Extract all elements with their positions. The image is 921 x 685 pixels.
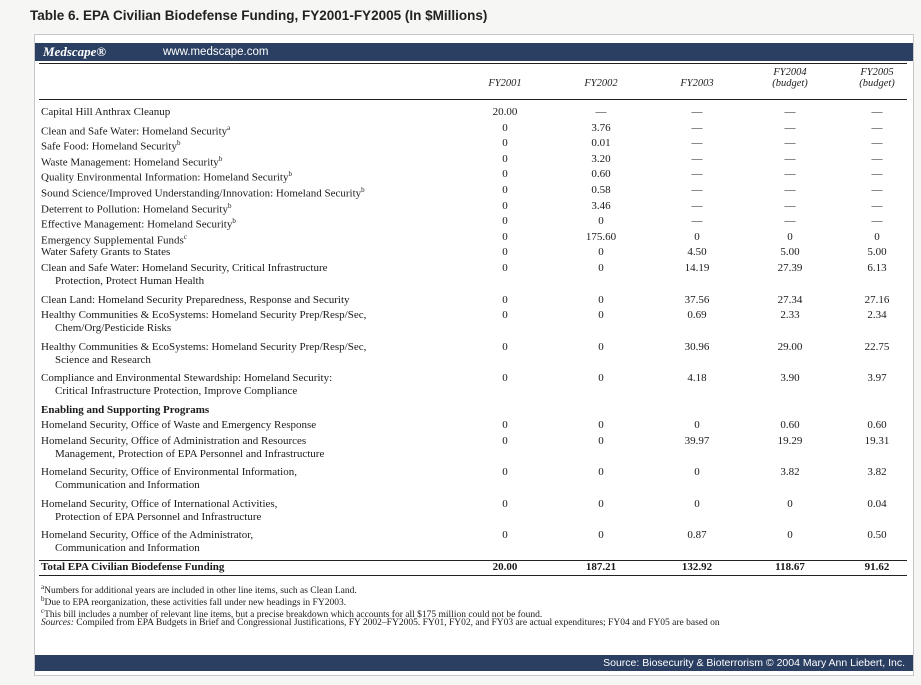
row-label-continuation: Protection, Protect Human Health	[55, 275, 205, 287]
table-cell: 0	[502, 215, 508, 228]
table-figure	[34, 34, 914, 676]
row-label-text: Compliance and Environmental Stewardship: Homeland Security:	[41, 372, 333, 385]
column-header-2	[567, 67, 635, 89]
row-label-text: Clean and Safe Water: Homeland Security, Critical Infrastructure	[41, 262, 328, 274]
table-cell: 0	[502, 372, 508, 385]
table-cell: —	[691, 184, 703, 196]
table-cell: 0	[502, 121, 508, 134]
row-label	[41, 372, 332, 398]
table-cell: —	[784, 152, 796, 165]
table-cell: —	[871, 137, 883, 150]
footnote-marker: b	[232, 217, 236, 226]
row-label	[41, 184, 365, 201]
table-cell: —	[871, 215, 883, 228]
row-label-text: Healthy Communities & EcoSystems: Homeland Security Prep/Resp/Sec,	[41, 340, 367, 353]
footnote-marker: c	[41, 607, 45, 616]
table-cell: 0.60	[867, 419, 887, 432]
row-label	[41, 168, 292, 185]
table-cell: —	[871, 199, 883, 212]
table-cell: 4.18	[687, 372, 707, 385]
table-cell: 0	[874, 230, 880, 243]
table-cell: 2.34	[867, 309, 887, 322]
row-label-text: Homeland Security, Office of Environmental Information,	[41, 466, 297, 479]
footnote-marker: a	[41, 583, 45, 592]
table-cell: 0	[502, 262, 508, 274]
table-cell: —	[784, 121, 796, 134]
row-label	[41, 466, 297, 492]
table-cell: 4.50	[687, 246, 707, 259]
table-cell: 14.19	[684, 262, 710, 274]
table-cell: 132.92	[681, 560, 713, 573]
row-label	[41, 498, 277, 524]
row-label-text: Healthy Communities & EcoSystems: Homeland Security Prep/Resp/Sec,	[41, 309, 367, 322]
table-cell: —	[871, 121, 883, 134]
table-cell: —	[784, 184, 796, 196]
table-cell: —	[784, 168, 796, 181]
table-cell: —	[784, 199, 796, 212]
table-cell: 0	[598, 293, 604, 306]
row-label-continuation: Chem/Org/Pesticide Risks	[55, 322, 172, 335]
table-cell: 20.00	[492, 106, 518, 118]
row-label-continuation: Critical Infrastructure Protection, Improve Compliance	[55, 385, 298, 398]
row-label-text: Quality Environmental Information: Homeland Security	[41, 172, 289, 185]
table-cell: 5.00	[780, 246, 800, 259]
table-cell: 0	[694, 419, 700, 432]
table-cell: —	[871, 168, 883, 181]
table-cell: 27.34	[777, 293, 803, 306]
table-cell: 29.00	[777, 340, 803, 353]
medscape-url[interactable]: www.medscape.com	[163, 46, 269, 58]
table-cell: 0.50	[867, 529, 887, 542]
row-label	[41, 200, 231, 217]
table-cell: 0	[502, 309, 508, 322]
table-cell: 0	[502, 199, 508, 212]
column-header-5	[843, 67, 911, 89]
table-cell: —	[691, 215, 703, 228]
table-cell: 19.29	[777, 434, 803, 447]
row-label-continuation: Communication and Information	[55, 479, 200, 492]
row-label-text: Water Safety Grants to States	[41, 246, 171, 259]
table-cell: 0	[502, 497, 508, 510]
footnote-marker: c	[183, 232, 187, 241]
table-cell: 0	[598, 215, 604, 228]
row-label	[41, 309, 366, 335]
row-label-text: Homeland Security, Office of the Administrator,	[41, 529, 254, 542]
medscape-logo: Medscape®	[43, 44, 107, 59]
table-cell: 0.04	[867, 497, 887, 510]
table-cell: —	[691, 168, 703, 181]
row-label-text: Sound Science/Improved Understanding/Innovation: Homeland Security	[41, 187, 362, 200]
footnote-marker: b	[288, 170, 292, 179]
table-cell: 3.76	[591, 121, 611, 134]
row-label	[41, 435, 324, 461]
table-cell: 187.21	[585, 560, 617, 573]
table-cell: 91.62	[864, 560, 890, 573]
row-label-text: Homeland Security, Office of International Activities,	[41, 497, 278, 510]
table-cell: 0.60	[780, 419, 800, 432]
table-cell: 0	[598, 434, 604, 447]
table-cell: —	[871, 184, 883, 196]
column-header-line2: FY2001	[488, 78, 522, 89]
header-rule-bottom	[39, 99, 907, 100]
footnote-text: This bill includes a number of relevant line items, but a precise breakdown which accounts for all $175 million could not be found.	[44, 610, 543, 621]
table-cell: 0.87	[687, 529, 707, 542]
column-header-line1	[663, 67, 731, 78]
table-cell: —	[691, 121, 703, 134]
footnote-text: Due to EPA reorganization, these activities fall under new headings in FY2003.	[44, 598, 347, 609]
table-cell: —	[871, 152, 883, 165]
column-header-1	[471, 67, 539, 89]
table-cell: 30.96	[684, 340, 710, 353]
row-label-continuation: Management, Protection of EPA Personnel and Infrastructure	[55, 447, 325, 460]
row-label-text: Enabling and Supporting Programs	[41, 403, 210, 416]
table-cell: —	[691, 199, 703, 212]
row-label	[41, 419, 316, 432]
table-cell: 0	[598, 340, 604, 353]
table-cell: 0.01	[591, 137, 611, 150]
table-cell: 0.69	[687, 309, 707, 322]
table-cell: 118.67	[775, 560, 805, 573]
row-label	[41, 215, 236, 232]
column-header-line2: (budget)	[859, 78, 895, 89]
table-cell: 0	[502, 434, 508, 447]
column-header-4	[756, 67, 824, 89]
source-credit-bar: Source: Biosecurity & Bioterrorism © 2004 Mary Ann Liebert, Inc.	[35, 655, 913, 671]
table-cell: 0.58	[591, 184, 611, 196]
table-cell: 0	[502, 168, 508, 181]
footnote-marker: b	[176, 139, 181, 148]
table-cell: 3.20	[591, 152, 611, 165]
table-cell: 0	[502, 137, 508, 150]
table-cell: 0	[787, 230, 793, 243]
row-label	[41, 262, 328, 288]
column-header-line1	[567, 67, 635, 78]
table-cell: 5.00	[867, 246, 887, 259]
column-header-line1	[471, 67, 539, 78]
table-cell: —	[595, 106, 607, 118]
table-cell: 0.60	[591, 168, 611, 181]
table-cell: 0	[502, 152, 508, 165]
table-cell: 0	[502, 184, 508, 196]
row-label-continuation: Protection of EPA Personnel and Infrastructure	[55, 510, 262, 523]
table-cell: —	[784, 137, 796, 150]
row-label	[41, 231, 187, 248]
table-cell: —	[691, 137, 703, 150]
table-cell: 0	[787, 529, 793, 542]
table-cell: 39.97	[684, 434, 710, 447]
table-cell: —	[691, 152, 703, 165]
table-cell: 3.46	[591, 199, 611, 212]
table-cell: 0	[787, 497, 793, 510]
table-cell: —	[871, 106, 883, 118]
column-header-line1: FY2005	[860, 67, 894, 78]
footnote-marker: b	[218, 154, 223, 163]
table-cell: 3.97	[867, 372, 887, 385]
table-cell: 0	[598, 372, 604, 385]
column-header-line2: FY2003	[680, 78, 714, 89]
table-cell: 0	[502, 529, 508, 542]
footnote-text: Numbers for additional years are included in other line items, such as Clean Land.	[44, 586, 357, 597]
table-cell: —	[691, 106, 703, 118]
row-label-text: Clean Land: Homeland Security Preparedness, Response and Security	[41, 293, 350, 306]
row-label-text: Emergency Supplemental Funds	[41, 234, 184, 247]
row-label-text: Clean and Safe Water: Homeland Security	[41, 125, 228, 138]
table-cell: 0	[502, 293, 508, 306]
table-cell: 20.00	[492, 560, 518, 573]
footnote-marker: b	[361, 186, 365, 194]
row-label	[41, 153, 222, 170]
table-cell: 6.13	[867, 262, 887, 274]
row-label-text: Capital Hill Anthrax Cleanup	[41, 106, 171, 118]
table-cell: 0	[598, 246, 604, 259]
table-cell: 37.56	[684, 293, 710, 306]
table-cell: 0	[598, 466, 604, 479]
table-cell: 0	[598, 262, 604, 274]
column-header-3	[663, 67, 731, 89]
table-cell: 3.90	[780, 372, 800, 385]
table-cell: 0	[694, 466, 700, 479]
table-cell: —	[784, 215, 796, 228]
table-title: Table 6. EPA Civilian Biodefense Funding, FY2001-FY2005 (In $Millions)	[30, 8, 488, 23]
table-cell: 3.82	[867, 466, 887, 479]
footnote-text: Compiled from EPA Budgets in Brief and Congressional Justifications, FY 2002–FY2005. FY01, FY02, and FY03 are actual expenditures; FY04 and FY05 are based on	[73, 618, 720, 629]
table-cell: 0	[502, 419, 508, 432]
row-label	[41, 246, 170, 259]
table-cell: 0	[598, 419, 604, 432]
table-bottom-rule	[39, 575, 907, 576]
row-label-text: Effective Management: Homeland Security	[41, 218, 233, 231]
table-cell: 0	[502, 340, 508, 353]
footnote-lead: Sources:	[41, 618, 74, 629]
row-label	[41, 561, 224, 574]
row-label-text: Homeland Security, Office of Waste and Emergency Response	[41, 419, 317, 432]
table-cell: 22.75	[864, 340, 890, 353]
table-cell: 2.33	[780, 309, 800, 322]
row-label-continuation: Communication and Information	[55, 542, 200, 555]
table-cell: 0	[502, 466, 508, 479]
table-cell: 0	[694, 497, 700, 510]
footnote-marker: b	[227, 201, 232, 210]
table-cell: 0	[502, 230, 508, 243]
table-cell: 27.16	[864, 293, 890, 306]
row-label	[41, 341, 366, 367]
row-label-text: Deterrent to Pollution: Homeland Security	[41, 203, 228, 216]
row-label	[41, 294, 350, 307]
column-header-line2: (budget)	[772, 78, 808, 89]
row-label	[41, 137, 180, 154]
row-label-text: Safe Food: Homeland Security	[41, 140, 177, 153]
table-cell: 3.82	[780, 466, 800, 479]
header-rule-top	[39, 63, 907, 64]
table-cell: 0	[598, 497, 604, 510]
table-cell: 175.60	[585, 230, 617, 243]
table-cell: 0	[694, 230, 700, 243]
table-cell: 0	[502, 246, 508, 259]
table-cell: 19.31	[864, 434, 890, 447]
table-cell: 0	[598, 309, 604, 322]
footnote	[41, 617, 720, 629]
row-label	[41, 106, 170, 119]
table-cell: 27.39	[777, 262, 803, 274]
table-cell: 0	[598, 529, 604, 542]
row-label-text: Waste Management: Homeland Security	[41, 156, 219, 169]
table-cell: —	[784, 106, 796, 118]
row-label-text: Homeland Security, Office of Administration and Resources	[41, 434, 307, 447]
row-label	[41, 404, 209, 417]
row-label-text: Total EPA Civilian Biodefense Funding	[41, 560, 225, 573]
column-header-line2: FY2002	[584, 78, 618, 89]
column-header-line1: FY2004	[773, 67, 807, 78]
row-label	[41, 529, 253, 555]
row-label-continuation: Science and Research	[55, 353, 151, 366]
footnote-marker: a	[227, 123, 231, 132]
footnote-marker: b	[41, 595, 45, 604]
row-label	[41, 122, 230, 139]
medscape-header-bar	[35, 43, 913, 61]
